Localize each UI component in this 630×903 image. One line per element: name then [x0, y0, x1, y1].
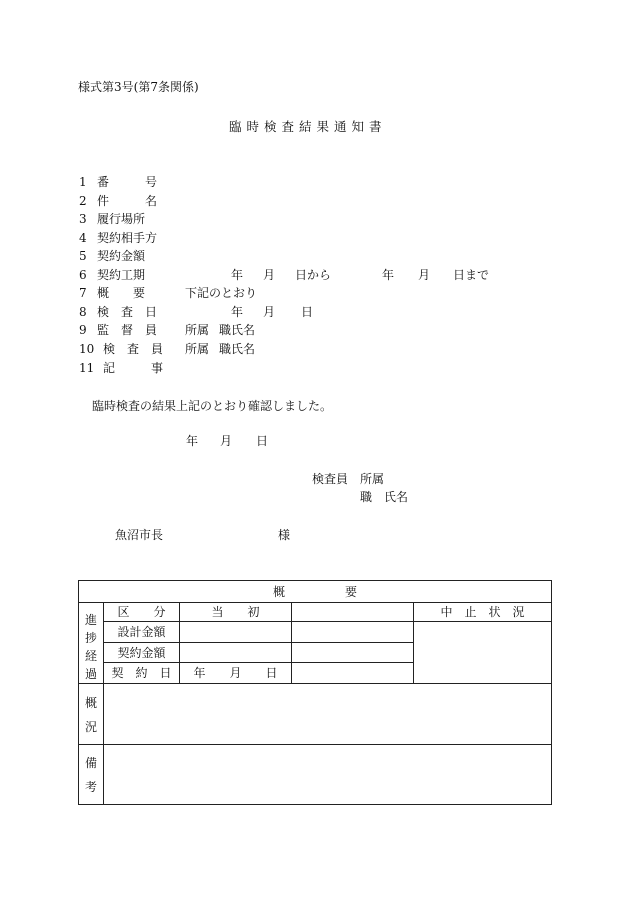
document-title: 臨時検査結果通知書	[229, 119, 387, 134]
form-number: 様式第3号(第7条関係)	[78, 80, 199, 94]
col-header-initial: 当 初	[211, 605, 260, 619]
row-label-contract-date: 契 約 日	[111, 666, 172, 680]
confirmation-text: 臨時検査の結果上記のとおり確認しました。	[92, 399, 333, 413]
row-label-contract-amount: 契約金額	[117, 646, 166, 660]
col-header-category: 区 分	[117, 605, 166, 619]
row-label-design-amount: 設計金額	[117, 625, 166, 639]
contract-date-initial: 年 月 日	[193, 666, 278, 680]
table-header: 概 要	[272, 585, 357, 599]
col-header-suspension: 中 止 状 況	[440, 605, 525, 619]
outline-table: 概 要 進 捗 経 過 区 分 当 初 中 止 状 況 設計金額 契約金額 契 約 日 年 月 日 概 況 備 考	[78, 580, 552, 805]
